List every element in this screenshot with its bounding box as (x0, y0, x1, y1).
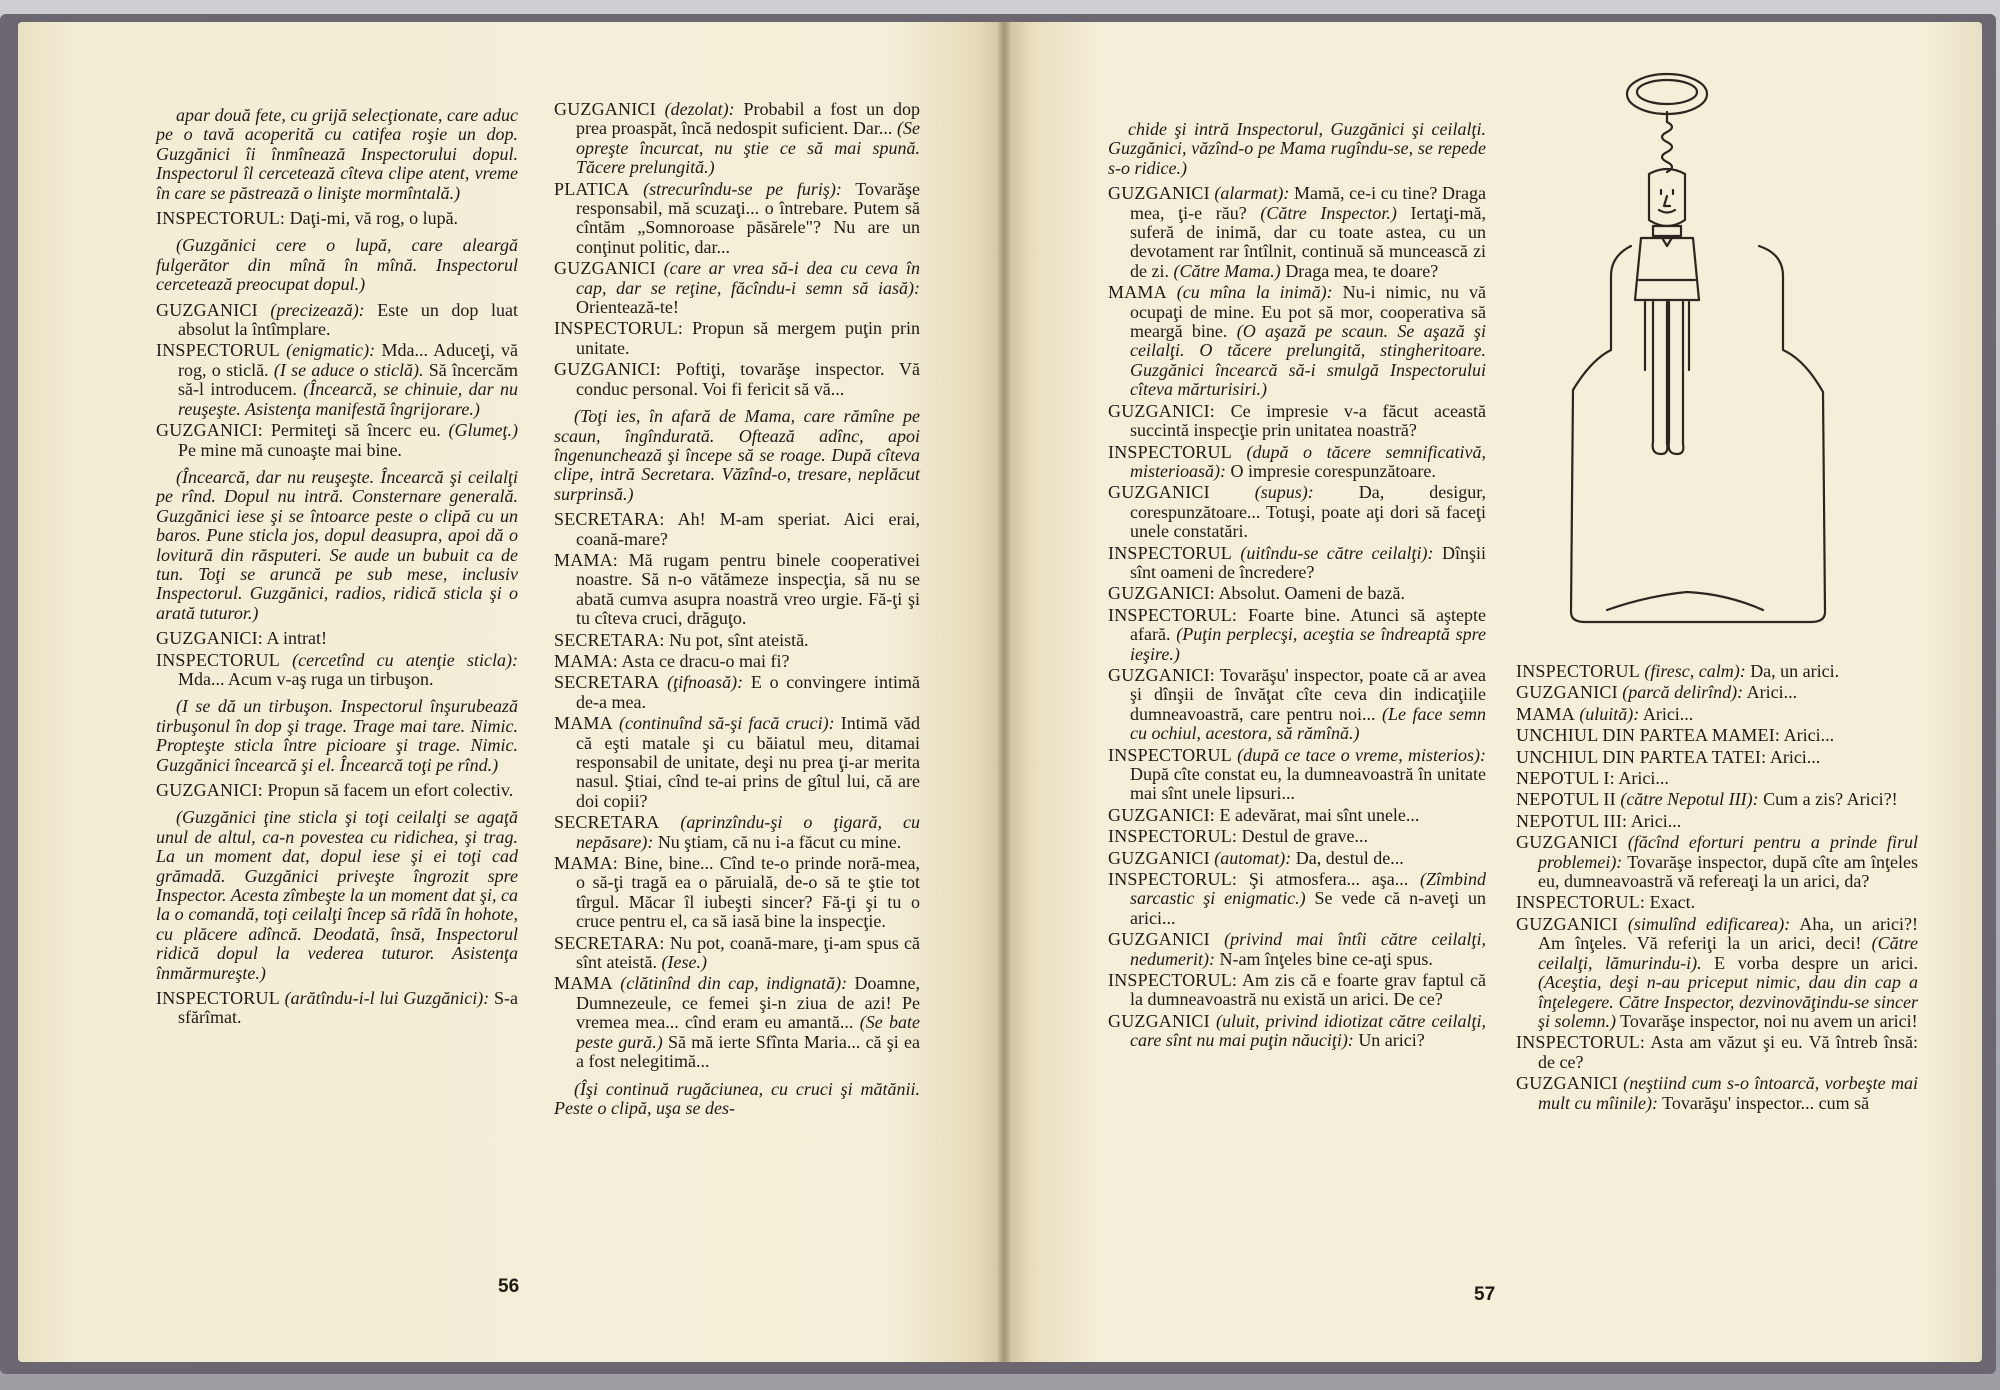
speaker-name: SECRETARA: (554, 629, 665, 650)
dialogue-line (1516, 683, 1918, 702)
dialogue-line (1108, 443, 1486, 482)
speech-text: Bine, bine... Cînd te-o prinde noră-mea, o să-ţi tragă ea o păruială, de-o să te ştie tot tîrgul. Măcar îl iubeşti sincer? Fă-ţi şi tu o cruce pentru el, ca să iasă bine la inspecţie. (576, 853, 920, 932)
inline-stage-direction: (Către Inspector.) (1246, 202, 1397, 223)
dialogue-line (554, 360, 920, 399)
dialogue-line (1516, 1074, 1918, 1113)
speaker-name: INSPECTORUL (1108, 441, 1232, 462)
speech-text: Asta am văzut şi eu. Vă întreb însă: de ce? (1538, 1032, 1918, 1072)
dialogue-line (156, 209, 518, 228)
page-number-left: 56 (498, 1276, 520, 1297)
dialogue-line (554, 714, 920, 811)
speaker-name: GUZGANICI (1108, 482, 1210, 503)
speech-text: Este un dop luat absolut la întîmplare. (178, 299, 518, 340)
speaker-name: GUZGANICI (156, 299, 258, 320)
stage-direction: apar două fete, cu grijă selecţionate, care aduc pe o tavă acoperită cu catifea roşie un dop. Guzgănici îi înmînează Inspectorului dopul. Inspectorul îl cercetează cîteva clipe atent, vreme în care se păstrează o linişte mormîntală.) (156, 105, 518, 203)
speaker-name: INSPECTORUL (156, 649, 280, 670)
page-number-right: 57 (1474, 1284, 1496, 1305)
dialogue-line (1516, 769, 1918, 788)
speech-text: Arici... (1780, 725, 1835, 746)
dialogue-line (1108, 849, 1486, 868)
speaker-name: GUZGANICI: (1108, 400, 1215, 421)
dialogue-line (554, 551, 920, 629)
dialogue-line (554, 652, 920, 671)
speech-text: Tovarăşe inspector, noi nu avem un arici! (1616, 1010, 1918, 1031)
stage-direction: (I se dă un tirbuşon. Inspectorul înşurubează tirbuşonul în dop şi trage. Trage mai tare. Nimic. Propteşte sticla între picioare şi trage. Nimic. Guzgănici încearcă şi el. Încearcă toţi pe rînd.) (156, 696, 518, 775)
speech-text: Să încercăm să-l introducem. (178, 359, 519, 400)
dialogue-line (1108, 666, 1486, 744)
speaker-name: INSPECTORUL: (1108, 869, 1238, 890)
speech-text: Draga mea, te doare? (1280, 260, 1439, 281)
speaker-name: INSPECTORUL: (1108, 604, 1238, 625)
inline-stage-direction: (Către ceilalţi, lămurindu-i). (1538, 933, 1918, 973)
speaker-name: MAMA (554, 713, 613, 734)
speaker-name: INSPECTORUL (1108, 744, 1232, 765)
speech-text: Arici... (1614, 768, 1669, 789)
speaker-name: SECRETARA (554, 672, 660, 693)
speech-text: Cum a zis? Arici?! (1758, 789, 1898, 810)
speaker-name: MAMA: (554, 549, 619, 570)
speaker-name: GUZGANICI: (156, 628, 263, 649)
speech-text: Se vede că n-aveţi un arici... (1130, 888, 1486, 928)
speaker-name: GUZGANICI (1108, 1010, 1210, 1031)
speech-text: Arici... (1627, 810, 1682, 831)
speech-text: Şi atmosfera... aşa... (1237, 869, 1409, 890)
stage-direction: (Guzgănici cere o lupă, care aleargă fulgerător din mînă în mînă. Inspectorul cercetează preocupat dopul.) (156, 235, 518, 295)
speech-text: N-am înţeles bine ce-aţi spus. (1214, 948, 1433, 969)
dialogue-line (1516, 915, 1918, 1031)
inline-stage-direction: (O aşază pe scaun. Se aşază şi ceilalţi. O tăcere prelungită, stingheritoare. Guzgănici încearcă să-i smulgă Inspectorului cîteva mărturisiri.) (1130, 321, 1486, 400)
speech-text: Ce impresie v-a făcut această succintă inspecţie prin unitatea noastră? (1130, 400, 1486, 441)
speech-text: Nu pot, sînt ateistă. (664, 629, 809, 650)
stage-direction: (Toţi ies, în afară de Mama, care rămîne pe scaun, îngîndurată. Oftează adînc, apoi îngenunchează şi începe să se roage. După cîteva clipe, intră Secretara. Văzînd-o, tresare, neplăcut surprinsă.) (554, 406, 920, 504)
speaker-direction: (neştiind cum s-o întoarcă, vorbeşte mai mult cu mîinile): (1538, 1073, 1918, 1113)
speech-text: Nu pot, coană-mare, ţi-am spus că sînt ateistă. (576, 932, 920, 973)
dialogue-line (1516, 790, 1918, 809)
speaker-direction: (automat): (1209, 847, 1292, 868)
speaker-name: SECRETARA: (554, 509, 665, 530)
speech-text: Să mă ierte Sfînta Maria... că şi ea a fost nelegitimă... (576, 1031, 920, 1072)
speaker-direction: (uluit, privind idiotizat către ceilalţi, care sînt nu mai puţin năuciţi): (1130, 1010, 1486, 1051)
dialogue-line (554, 974, 920, 1071)
dialogue-line (554, 813, 920, 852)
dialogue-line (1516, 726, 1918, 745)
speaker-name: GUZGANICI (1108, 929, 1210, 950)
speaker-name: INSPECTORUL (1108, 542, 1232, 563)
speaker-name: INSPECTORUL: (1516, 892, 1646, 913)
dialogue-line (554, 934, 920, 973)
speaker-direction: (precizează): (257, 299, 365, 320)
speech-text: Nu-i nimic, nu vă ocupaţi de mine. Eu pot să mor, cooperativa să meargă bine. (1130, 282, 1486, 342)
speaker-direction: (simulînd edificarea): (1617, 913, 1791, 934)
dialogue-line (554, 854, 920, 932)
speaker-name: INSPECTORUL (156, 988, 280, 1009)
speaker-direction: (uluită): (1574, 703, 1640, 724)
stage-direction: chide şi intră Inspectorul, Guzgănici şi ceilalţi. Guzgănici, văzînd-o pe Mama rugîndu-se, se repede s-o ridice.) (1108, 119, 1486, 178)
dialogue-line (1108, 971, 1486, 1010)
inline-stage-direction: (Iese.) (656, 952, 707, 973)
corkscrew-figure-illustration (1549, 50, 1849, 650)
speaker-direction: (făcînd eforturi pentru a prinde firul problemei): (1538, 832, 1918, 872)
dialogue-line (1108, 827, 1486, 846)
speaker-direction: (cu mîna la inimă): (1166, 282, 1333, 303)
dialogue-line (1516, 893, 1918, 912)
speech-text: Arici... (1639, 703, 1694, 724)
inline-stage-direction: (Le face semn cu ochiul, acestora, să rămînă.) (1130, 703, 1486, 744)
inline-stage-direction: (Se opreşte încurcat, nu ştie ce să mai spună. Tăcere prelungită.) (576, 118, 920, 178)
dialogue-line (1516, 833, 1918, 891)
speech-text: Ah! M-am speriat. Aici erai, coană-mare? (576, 509, 920, 549)
dialogue-line (156, 989, 518, 1028)
speaker-name: MAMA (1108, 282, 1167, 303)
speaker-name: GUZGANICI (1516, 1073, 1618, 1094)
speech-text: E vorba despre un arici. (1701, 952, 1918, 973)
speech-text: Tovarăşu' inspector, poate că ar avea şi dînşii de învăţat cîte ceva din indicaţiile dumneavoastră, care pentru noi... (1130, 664, 1486, 724)
speaker-name: UNCHIUL DIN PARTEA MAMEI: (1516, 725, 1781, 746)
dialogue-line (1108, 402, 1486, 441)
speaker-direction: (după ce tace o vreme, misterios): (1231, 744, 1486, 765)
speech-text: Da, destul de... (1291, 847, 1404, 868)
speaker-direction: (arătîndu-i-l lui Guzgănici): (279, 988, 490, 1009)
dialogue-line (554, 100, 920, 178)
dialogue-line (1516, 812, 1918, 831)
dialogue-line (1108, 930, 1486, 969)
speaker-direction: (după o tăcere semnificativă, misterioasă): (1130, 441, 1486, 481)
speaker-direction: (dezolat): (655, 99, 735, 119)
speech-text: Tovarăşe inspector, după cîte am înţeles eu, dumneavoastră vă refereaţi la un arici, da? (1538, 851, 1918, 892)
speech-text: Nu ştiam, că nu i-a făcut cu mine. (653, 831, 902, 852)
speech-text: Destul de grave... (1237, 826, 1369, 847)
speech-text: Exact. (1645, 892, 1696, 913)
inline-stage-direction: (Puţin perplecşi, aceştia se îndreaptă spre ieşire.) (1130, 624, 1486, 664)
speech-text: Pe mine mă cunoaşte mai bine. (178, 439, 402, 460)
dialogue-line (554, 259, 920, 317)
speaker-name: GUZGANICI (1108, 183, 1210, 204)
stage-direction: (Guzgănici ţine sticla şi toţi ceilalţi se agaţă unul de altul, ca-n povestea cu ridichea, şi trag. La un moment dat, dopul iese şi ei toţi cad grămadă. Guzgănici priveşte îngrozit spre Inspector. Acesta zîmbeşte la un moment dat şi, ca la o comandă, toţi ceilalţi încep să rîdă în hohote, cu plăcere adîncă. Deodată, însă, Inspectorul ridică dopul la vederea tuturor. Asistenţa înmărmureşte.) (156, 807, 518, 983)
dialogue-line (156, 781, 518, 800)
speaker-direction: (privind mai întîi către ceilalţi, nedumerit): (1130, 929, 1486, 969)
speaker-name: INSPECTORUL: (156, 208, 286, 229)
dialogue-line (1516, 662, 1918, 681)
speaker-name: SECRETARA (554, 812, 660, 833)
dialogue-line (1516, 748, 1918, 767)
speaker-name: MAMA (1516, 703, 1575, 724)
speaker-direction: (continuînd să-şi facă cruci): (612, 713, 835, 734)
dialogue-line (156, 301, 518, 340)
speaker-name: GUZGANICI (1108, 847, 1210, 868)
speech-text: Un arici? (1353, 1030, 1425, 1051)
speaker-name: GUZGANICI: (1108, 664, 1215, 685)
inline-stage-direction: (Glumeţ.) (440, 420, 518, 441)
inline-stage-direction: (Se bate peste gură.) (576, 1012, 920, 1052)
dialogue-line (156, 629, 518, 648)
dialogue-line (1108, 283, 1486, 399)
dialogue-line (1108, 806, 1486, 825)
dialogue-line (156, 651, 518, 690)
dialogue-line (156, 341, 518, 419)
inline-stage-direction: (Către Mama.) (1168, 260, 1281, 281)
speaker-name: GUZGANICI (1516, 682, 1618, 703)
dialogue-line (554, 180, 920, 258)
speech-text: Iertaţi-mă, suferă de inimă, dar cu toate astea, cu un devotament rar întîlnit, continuă să muncească zi de zi. (1130, 202, 1486, 281)
speaker-direction: (supus): (1209, 482, 1314, 503)
speech-text: Asta ce dracu-o mai fi? (618, 650, 790, 671)
inline-stage-direction: (Aceştia, deşi n-au priceput nimic, dau din cap a înţelegere. Către Inspector, dezvinovăţindu-se sincer şi solemn.) (1538, 972, 1918, 1031)
speaker-name: INSPECTORUL: (1108, 826, 1238, 847)
dialogue-line (554, 510, 920, 549)
speaker-name: GUZGANICI (554, 99, 656, 119)
speech-text: Absolut. Oameni de bază. (1215, 583, 1405, 604)
dialogue-line (554, 673, 920, 712)
speaker-name: GUZGANICI: (554, 359, 661, 380)
speaker-name: INSPECTORUL (156, 340, 280, 361)
speaker-direction: (enigmatic): (279, 340, 376, 361)
dialogue-line (554, 631, 920, 650)
speaker-name: NEPOTUL III: (1516, 810, 1628, 831)
left-page-column-2 (554, 100, 920, 1124)
stage-direction: (Îşi continuă rugăciunea, cu cruci şi mătănii. Peste o clipă, uşa se des- (554, 1078, 920, 1118)
speaker-name: INSPECTORUL (1516, 661, 1640, 681)
speaker-direction: (clătinînd din cap, indignată): (612, 973, 848, 994)
inline-stage-direction: (Zîmbind sarcastic şi enigmatic.) (1130, 869, 1486, 909)
speech-text: Da, un arici. (1745, 661, 1840, 681)
speech-text: Mda... Acum v-aş ruga un tirbuşon. (178, 668, 434, 689)
speech-text: Arici... (1766, 746, 1821, 767)
right-page-column-2 (1516, 662, 1918, 1113)
speaker-direction: (ţifnoasă): (659, 672, 744, 693)
speech-text: Dînşii sînt oameni de încredere? (1130, 542, 1486, 582)
speech-text: Propun să facem un efort colectiv. (263, 780, 514, 800)
speech-text: Aha, un arici?! Am înţeles. Vă referiţi la un arici, deci! (1538, 913, 1919, 954)
speech-text: Mamă, ce-i cu tine? Draga mea, ţi-e rău? (1130, 183, 1486, 223)
dialogue-line (1108, 870, 1486, 928)
dialogue-line (1516, 705, 1918, 724)
book-gutter (998, 22, 1010, 1362)
dialogue-line (1108, 184, 1486, 281)
speaker-direction: (care ar vrea să-i dea cu ceva în cap, dar se reţine, făcîndu-i semn să iasă): (576, 258, 920, 298)
speech-text: Mă rugam pentru binele cooperativei noastre. Să n-o vătămeze inspecţia, să nu se abată cumva asupra noastră vreo urgie. Fă-ţi şi tu cîteva cruci, drăguţo. (576, 549, 920, 629)
speech-text: Daţi-mi, vă rog, o lupă. (285, 208, 459, 229)
speech-text: Probabil a fost un dop prea proaspăt, încă nedospit suficient. Dar... (576, 99, 920, 139)
speech-text: După cîte constat eu, la dumneavoastră în unitate mai sînt unele lipsuri... (1130, 764, 1486, 804)
speaker-name: MAMA: (554, 650, 619, 671)
speech-text: Tovarăşe responsabil, mă scuzaţi... o întrebare. Putem să cîntăm „Somnoroase păsărele"? Nu are un conţinut politic, dar... (576, 178, 920, 257)
dialogue-line (1108, 606, 1486, 664)
speaker-name: MAMA: (554, 853, 619, 874)
speech-text: Da, desigur, corespunzătoare... Totuşi, poate aţi dori să faceţi unele constatări. (1130, 482, 1486, 542)
inline-stage-direction: (I se aduce o sticlă). (268, 359, 424, 380)
dialogue-line (1516, 1033, 1918, 1072)
speaker-name: SECRETARA: (554, 932, 665, 953)
speaker-direction: (strecurîndu-se pe furiş): (629, 178, 842, 199)
speaker-name: INSPECTORUL: (1516, 1032, 1646, 1053)
speaker-name: NEPOTUL I: (1516, 768, 1615, 789)
speaker-direction: (uitîndu-se către ceilalţi): (1231, 542, 1434, 563)
dialogue-line (1108, 483, 1486, 541)
speaker-name: PLATICA (554, 178, 630, 199)
speech-text: Foarte bine. Atunci să aştepte afară. (1130, 604, 1486, 645)
stage-direction: (Încearcă, dar nu reuşeşte. Încearcă şi ceilalţi pe rînd. Dopul nu intră. Consternare generală. Guzgănici iese şi se întoarce peste o clipă cu un baros. Pune sticla jos, dopul deasupra, apoi dă o lovitură din răsputeri. Se aude un bubuit ca de tun. Toţi se aruncă pe sub mese, inclusiv Inspectorul. Guzgănici, radios, ridică sticla şi o arată tuturor.) (156, 466, 518, 623)
speaker-direction: (aprinzîndu-şi o ţigară, cu nepăsare): (576, 812, 920, 852)
speaker-name: GUZGANICI (554, 258, 656, 279)
inline-stage-direction: (Încearcă, se chinuie, dar nu reuşeşte. Asistenţa manifestă îngrijorare.) (178, 379, 518, 419)
speaker-direction: (alarmat): (1209, 183, 1290, 204)
speaker-name: GUZGANICI: (1108, 804, 1215, 825)
dialogue-line (1108, 1012, 1486, 1051)
speaker-name: UNCHIUL DIN PARTEA TATEI: (1516, 746, 1767, 767)
speech-text: Intimă văd că eşti matale şi cu băiatul meu, ditamai responsabil de unitate, deşi nu prea ţi-ar merita nasul. Ştiai, cînd te-ai prins de gîtul lui, că are doi copii? (576, 713, 920, 811)
speech-text: E o convingere intimă de-a mea. (576, 672, 920, 712)
speech-text: Arici... (1743, 682, 1798, 703)
speech-text: Orientează-te! (576, 297, 679, 318)
speech-text: O impresie corespunzătoare. (1226, 460, 1436, 481)
speech-text: Poftiţi, tovarăşe inspector. Vă conduc personal. Voi fi fericit să vă... (576, 359, 920, 399)
speaker-name: GUZGANICI: (156, 780, 263, 800)
speaker-direction: (cercetînd cu atenţie sticla): (279, 649, 518, 670)
dialogue-line (1108, 584, 1486, 603)
dialogue-line (1108, 746, 1486, 804)
speech-text: Am zis că e foarte grav faptul că la dumneavoastră nu există un arici. De ce? (1130, 970, 1486, 1010)
speaker-name: INSPECTORUL: (554, 318, 684, 339)
right-page-column-1 (1108, 112, 1486, 1051)
speaker-name: GUZGANICI: (156, 420, 263, 441)
left-page-column-1 (156, 98, 518, 1028)
speaker-name: GUZGANICI: (1108, 583, 1215, 604)
speech-text: Propun să mergem puţin prin unitate. (576, 318, 920, 358)
speaker-name: GUZGANICI (1516, 832, 1618, 853)
speaker-name: NEPOTUL II (1516, 789, 1616, 810)
speaker-name: MAMA (554, 973, 613, 994)
speech-text: E adevărat, mai sînt unele... (1215, 804, 1420, 825)
dialogue-line (156, 421, 518, 460)
speaker-direction: (către Nepotul III): (1615, 789, 1759, 810)
speaker-direction: (parcă delirînd): (1617, 682, 1744, 703)
speech-text: Doamne, Dumnezeule, ce femei şi-n ziua de azi! Pe vremea mea... cînd eram eu amantă... (576, 973, 921, 1033)
speaker-direction: (firesc, calm): (1639, 661, 1746, 681)
speech-text: S-a sfărîmat. (178, 988, 518, 1028)
page-56 (18, 22, 1004, 1362)
speaker-name: INSPECTORUL: (1108, 970, 1238, 991)
speaker-name: GUZGANICI (1516, 913, 1618, 934)
speech-text: Tovarăşu' inspector... cum să (1657, 1092, 1870, 1113)
speech-text: Mda... Aduceţi, vă rog, o sticlă. (178, 340, 518, 380)
speech-text: Permiteţi să încerc eu. (263, 420, 441, 441)
dialogue-line (1108, 544, 1486, 583)
speech-text: A intrat! (263, 628, 327, 649)
dialogue-line (554, 319, 920, 358)
page-57 (1004, 22, 1982, 1362)
